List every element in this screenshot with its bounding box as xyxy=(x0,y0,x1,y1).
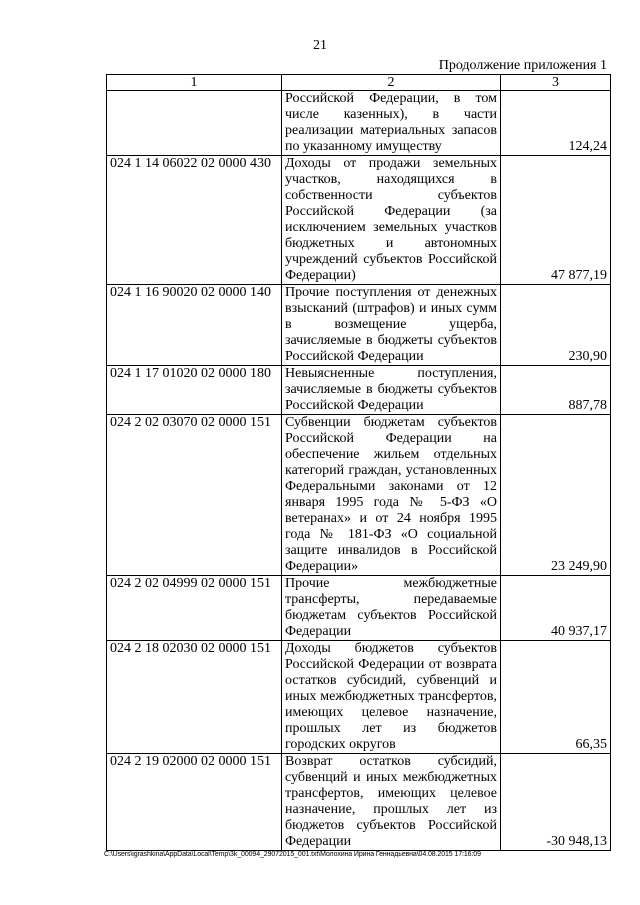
budget-code: 024 1 16 90020 02 0000 140 xyxy=(107,285,282,366)
header-col-2: 2 xyxy=(282,75,501,91)
budget-code: 024 1 14 06022 02 0000 430 xyxy=(107,156,282,285)
page-number: 21 xyxy=(313,38,327,53)
table-row xyxy=(107,366,611,415)
table-row xyxy=(107,91,611,156)
amount: 124,24 xyxy=(501,91,611,156)
amount: 887,78 xyxy=(501,366,611,415)
continuation-label: Продолжение приложения 1 xyxy=(438,58,607,73)
appendix-table xyxy=(106,74,611,851)
table-row xyxy=(107,576,611,641)
revenue-description: Прочие межбюджетные трансферты, передаваемые бюджетам субъектов Российской Федерации xyxy=(282,576,501,641)
budget-code: 024 2 19 02000 02 0000 151 xyxy=(107,754,282,851)
table-row xyxy=(107,156,611,285)
amount: 40 937,17 xyxy=(501,576,611,641)
amount: 23 249,90 xyxy=(501,415,611,576)
header-col-3: 3 xyxy=(501,75,611,91)
revenue-description: Невыясненные поступления, зачисляемые в бюджеты субъектов Российской Федерации xyxy=(282,366,501,415)
budget-code: 024 2 02 03070 02 0000 151 xyxy=(107,415,282,576)
revenue-description: Доходы от продажи земельных участков, находящихся в собственности субъектов Российской Федерации (за исключением земельных участков бюджетных и автономных учреждений субъектов Российской Федерации) xyxy=(282,156,501,285)
amount: -30 948,13 xyxy=(501,754,611,851)
table-row xyxy=(107,641,611,754)
table-row xyxy=(107,754,611,851)
budget-code: 024 1 17 01020 02 0000 180 xyxy=(107,366,282,415)
table-header-row xyxy=(107,75,611,91)
budget-code xyxy=(107,91,282,156)
file-path-footer: C:\Users\igrashkina\AppData\Local\Temp\3k_00094_29072015_001.txt\Молохина Ирина Геннадьевна\04.08.2015 17:16:09 xyxy=(104,851,481,858)
revenue-description: Возврат остатков субсидий, субвенций и иных межбюджетных трансфертов, имеющих целевое назначение, прошлых лет из бюджетов субъектов Российской Федерации xyxy=(282,754,501,851)
revenue-description: Российской Федерации, в том числе казенных), в части реализации материальных запасов по указанному имуществу xyxy=(282,91,501,156)
amount: 47 877,19 xyxy=(501,156,611,285)
revenue-description: Субвенции бюджетам субъектов Российской Федерации на обеспечение жильем отдельных категорий граждан, установленных Федеральными законами от 12 января 1995 года № 5-ФЗ «О ветеранах» и от 24 ноября 1995 года № 181-ФЗ «О социальной защите инвалидов в Российской Федерации» xyxy=(282,415,501,576)
budget-code: 024 2 02 04999 02 0000 151 xyxy=(107,576,282,641)
revenue-description: Доходы бюджетов субъектов Российской Федерации от возврата остатков субсидий, субвенций и иных межбюджетных трансфертов, имеющих целевое назначение, прошлых лет из бюджетов городских округов xyxy=(282,641,501,754)
amount: 66,35 xyxy=(501,641,611,754)
header-col-1: 1 xyxy=(107,75,282,91)
budget-code: 024 2 18 02030 02 0000 151 xyxy=(107,641,282,754)
revenue-description: Прочие поступления от денежных взысканий (штрафов) и иных сумм в возмещение ущерба, зачисляемые в бюджеты субъектов Российской Федерации xyxy=(282,285,501,366)
table-row xyxy=(107,285,611,366)
amount: 230,90 xyxy=(501,285,611,366)
table-row xyxy=(107,415,611,576)
